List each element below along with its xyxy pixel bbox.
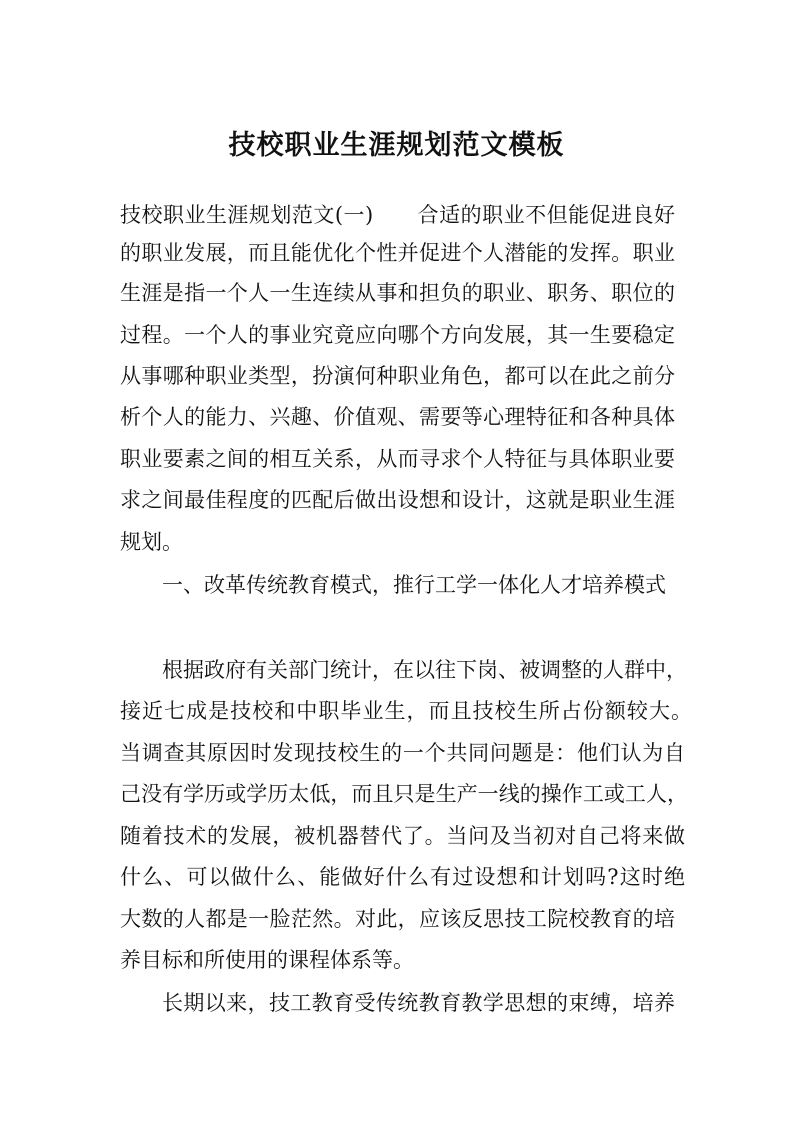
paragraph-line: 规划。 — [120, 530, 183, 554]
paragraph-line: 当调查其原因时发现技校生的一个共同问题是：他们认为自 — [120, 741, 685, 765]
paragraph-line: 大数的人都是一脸茫然。对此，应该反思技工院校教育的培 — [120, 907, 675, 931]
paragraph-line: 求之间最佳程度的匹配后做出设想和设计，这就是职业生涯 — [120, 488, 675, 512]
paragraph-line: 根据政府有关部门统计，在以往下岗、被调整的人群中， — [162, 658, 687, 682]
paragraph-line — [120, 196, 675, 234]
paragraph-line: 析个人的能力、兴趣、价值观、需要等心理特征和各种具体 — [120, 405, 675, 429]
section-heading-inline: 技校职业生涯规划范文(一) — [120, 203, 374, 227]
page-title: 技校职业生涯规划范文模板 — [228, 130, 565, 161]
line-text: 合适的职业不但能促进良好 — [417, 203, 676, 227]
paragraph-line: 从事哪种职业类型，扮演何种职业角色，都可以在此之前分 — [120, 364, 675, 388]
paragraph-line: 过程。一个人的事业究竟应向哪个方向发展，其一生要稳定 — [120, 323, 675, 347]
paragraph-line: 什么、可以做什么、能做好什么有过设想和计划吗?这时绝 — [120, 865, 685, 889]
paragraph-line: 职业要素之间的相互关系，从而寻求个人特征与具体职业要 — [120, 447, 675, 471]
paragraph-line: 养目标和所使用的课程体系等。 — [120, 948, 414, 972]
paragraph-line: 接近七成是技校和中职毕业生，而且技校生所占份额较大。 — [120, 699, 692, 723]
paragraph-line: 随着技术的发展，被机器替代了。当问及当初对自己将来做 — [120, 824, 685, 848]
paragraph-line: 己没有学历或学历太低，而且只是生产一线的操作工或工人， — [120, 782, 688, 806]
section-heading: 一、改革传统教育模式，推行工学一体化人才培养模式 — [162, 573, 666, 597]
paragraph-line: 的职业发展，而且能优化个性并促进个人潜能的发挥。职业 — [120, 241, 675, 265]
paragraph-line: 长期以来，技工教育受传统教育教学思想的束缚，培养 — [162, 991, 675, 1015]
paragraph-line: 生涯是指一个人一生连续从事和担负的职业、职务、职位的 — [120, 281, 675, 305]
